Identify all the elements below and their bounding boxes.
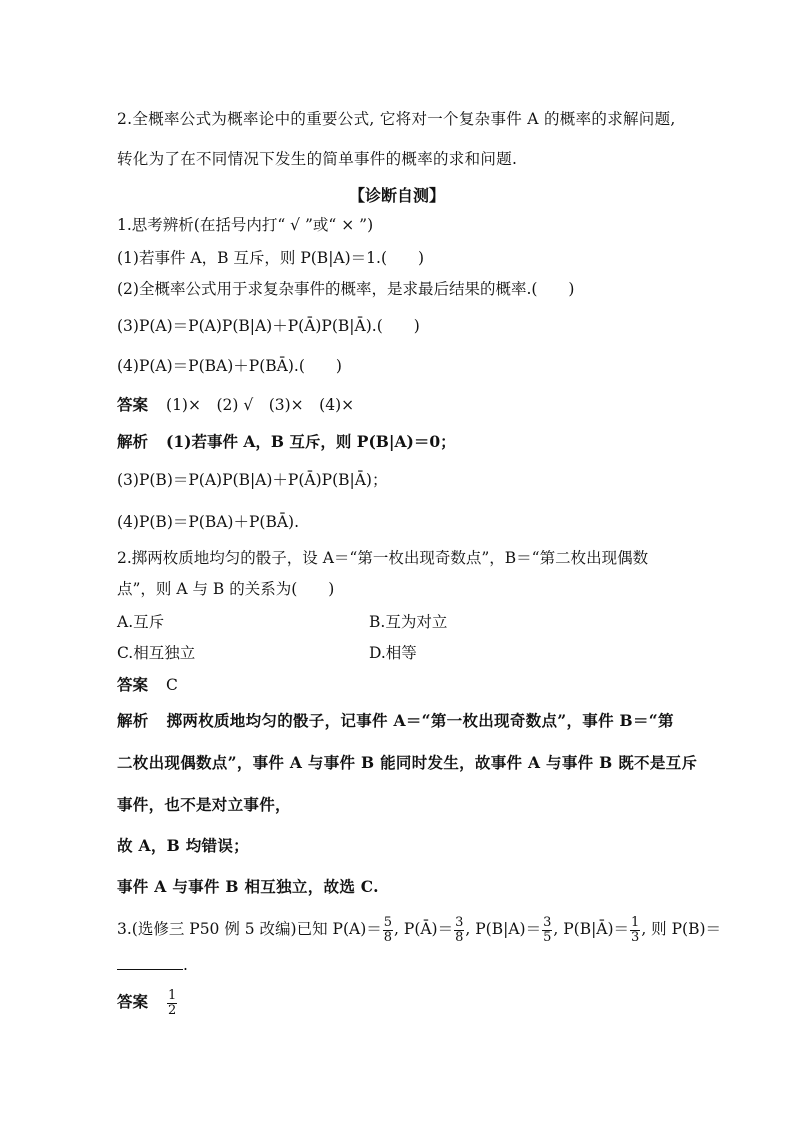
fraction-denominator: 5	[543, 929, 552, 945]
fraction-denominator: 2	[168, 1002, 177, 1018]
fraction-3-8	[454, 916, 464, 945]
q2-stem-line-2: 点”，则 A 与 B 的关系为( )	[117, 580, 335, 598]
q1-answer: (1)× (2) √ (3)× (4)×	[166, 396, 355, 414]
q2-option-c: C.相互独立	[117, 644, 196, 662]
q2-stem-line-1: 2.掷两枚质地均匀的骰子，设 A＝“第一枚出现奇数点”，B＝“第二枚出现偶数	[117, 549, 649, 567]
q3-p-b-given-not-a: , P(B|Ā)＝	[553, 920, 630, 938]
q1-answer-row	[117, 395, 354, 415]
q2-solution-line-5: 事件 A 与事件 B 相互独立，故选 C.	[117, 877, 379, 896]
q2-solution-line-3: 事件，也不是对立事件，	[117, 795, 291, 814]
fraction-numerator: 3	[543, 914, 552, 930]
q2-solution-row	[117, 711, 674, 731]
q2-solution-line-4: 故 A，B 均错误；	[117, 836, 249, 855]
intro-line-1: 2.全概率公式为概率论中的重要公式, 它将对一个复杂事件 A 的概率的求解问题,	[117, 110, 676, 128]
q2-option-d: D.相等	[369, 644, 417, 662]
q3-stem	[117, 914, 721, 945]
fraction-numerator: 3	[455, 914, 464, 930]
q1-solution-3: (3)P(B)＝P(A)P(B|A)＋P(Ā)P(B|Ā)；	[117, 471, 388, 489]
q3-answer-fraction	[167, 989, 177, 1018]
q3-prefix: 3.(选修三 P50 例 5 改编)已知 P(A)＝	[117, 920, 382, 938]
q3-p-not-a: , P(Ā)＝	[394, 920, 454, 938]
q1-item-2: (2)全概率公式用于求复杂事件的概率，是求最后结果的概率.( )	[117, 280, 575, 298]
fraction-3-5	[542, 916, 552, 945]
fraction-denominator: 3	[631, 929, 640, 945]
q1-item-4: (4)P(A)＝P(BA)＋P(BĀ).( )	[117, 357, 342, 375]
q3-answer-row	[117, 986, 178, 1018]
q2-answer: C	[166, 676, 178, 694]
q1-solution-1: (1)若事件 A，B 互斥，则 P(B|A)＝0；	[166, 432, 456, 451]
q3-p-b-given-a: , P(B|A)＝	[465, 920, 542, 938]
fraction-numerator: 1	[631, 914, 640, 930]
q2-option-b: B.互为对立	[369, 613, 448, 631]
q2-option-a: A.互斥	[117, 613, 165, 631]
answer-label: 答案	[117, 992, 149, 1011]
q1-solution-4: (4)P(B)＝P(BA)＋P(BĀ).	[117, 513, 300, 531]
q3-blank-row	[117, 955, 188, 975]
q3-suffix: , 则 P(B)＝	[641, 920, 722, 938]
q1-item-1: (1)若事件 A，B 互斥，则 P(B|A)＝1.( )	[117, 249, 425, 267]
q2-answer-row	[117, 675, 178, 695]
fraction-numerator: 5	[383, 914, 393, 930]
section-title: 【诊断自测】	[348, 186, 445, 205]
fraction-1-3	[630, 916, 640, 945]
fraction-5-8	[383, 916, 393, 945]
answer-label: 答案	[117, 395, 149, 414]
q1-item-3: (3)P(A)＝P(A)P(B|A)＋P(Ā)P(B|Ā).( )	[117, 317, 420, 335]
answer-blank	[117, 955, 183, 970]
solution-label: 解析	[117, 432, 149, 451]
q1-stem: 1.思考辨析(在括号内打“ √ ”或“ × ”)	[117, 216, 374, 234]
fraction-numerator: 1	[168, 987, 177, 1003]
q2-solution-line-2: 二枚出现偶数点”，事件 A 与事件 B 能同时发生，故事件 A 与事件 B 既不是互斥	[117, 753, 698, 772]
q2-solution-line-1: 掷两枚质地均匀的骰子，记事件 A＝“第一枚出现奇数点”，事件 B＝“第	[166, 711, 674, 730]
solution-label: 解析	[117, 711, 149, 730]
answer-label: 答案	[117, 675, 149, 694]
fraction-denominator: 8	[383, 929, 393, 945]
fraction-denominator: 8	[455, 929, 464, 945]
q1-solution-row	[117, 432, 456, 452]
intro-line-2: 转化为了在不同情况下发生的简单事件的概率的求和问题.	[117, 150, 518, 168]
q3-end-period: .	[183, 956, 188, 974]
